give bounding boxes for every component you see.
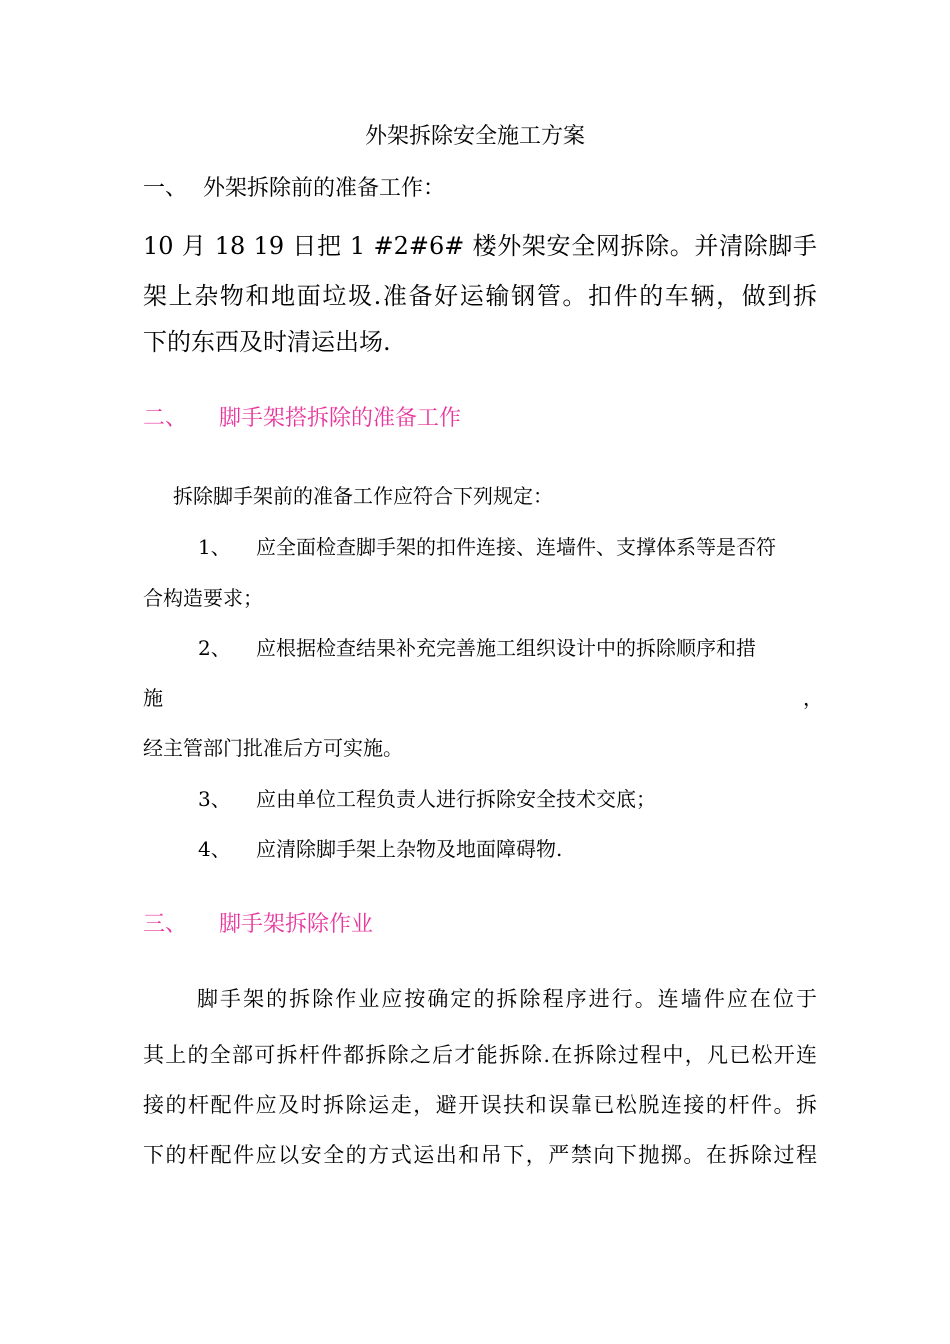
section-3-heading: 脚手架拆除作业 xyxy=(219,912,374,937)
item-1-number: 1、 xyxy=(198,535,231,559)
item-2-line-3: 经主管部门批准后方可实施。 xyxy=(143,736,403,760)
item-2-line-2-start: 施 xyxy=(143,686,163,710)
section-1-line-2: 架上杂物和地面垃圾.准备好运输钢管。扣件的车辆，做到拆 xyxy=(143,282,817,310)
section-2-number: 二、 xyxy=(143,406,188,431)
section-1-number: 一、 xyxy=(143,176,188,201)
section-3-line-3: 接的杆配件应及时拆除运走，避开误扶和误靠已松脱连接的杆件。拆 xyxy=(143,1093,817,1117)
item-2-line-2-end: ， xyxy=(803,686,823,710)
section-1-line-3: 下的东西及时清运出场. xyxy=(143,328,391,356)
section-1-line-1: 10 月 18 19 日把 1 #2#6# 楼外架安全网拆除。并清除脚手 xyxy=(143,232,817,260)
item-2-line-1: 应根据检查结果补充完善施工组织设计中的拆除顺序和措 xyxy=(256,636,756,660)
document-title: 外架拆除安全施工方案 xyxy=(364,124,585,149)
section-3-line-2: 其上的全部可拆杆件都拆除之后才能拆除.在拆除过程中，凡已松开连 xyxy=(143,1043,817,1067)
item-3-number: 3、 xyxy=(198,787,231,811)
section-2-intro: 拆除脚手架前的准备工作应符合下列规定： xyxy=(173,484,553,508)
section-3-line-4: 下的杆配件应以安全的方式运出和吊下，严禁向下抛掷。在拆除过程 xyxy=(143,1143,817,1167)
item-2-number: 2、 xyxy=(198,636,231,660)
section-3-number: 三、 xyxy=(143,912,188,937)
item-1-line-2: 合构造要求； xyxy=(143,586,263,610)
section-2-heading: 脚手架搭拆除的准备工作 xyxy=(219,406,462,431)
section-3-line-1: 脚手架的拆除作业应按确定的拆除程序进行。连墙件应在位于 xyxy=(197,987,817,1011)
item-4-line-1: 应清除脚手架上杂物及地面障碍物. xyxy=(256,837,563,861)
item-3-line-1: 应由单位工程负责人进行拆除安全技术交底； xyxy=(256,787,656,811)
section-1-heading: 外架拆除前的准备工作： xyxy=(203,176,446,201)
item-4-number: 4、 xyxy=(198,837,231,861)
item-1-line-1: 应全面检查脚手架的扣件连接、连墙件、支撑体系等是否符 xyxy=(256,535,776,559)
